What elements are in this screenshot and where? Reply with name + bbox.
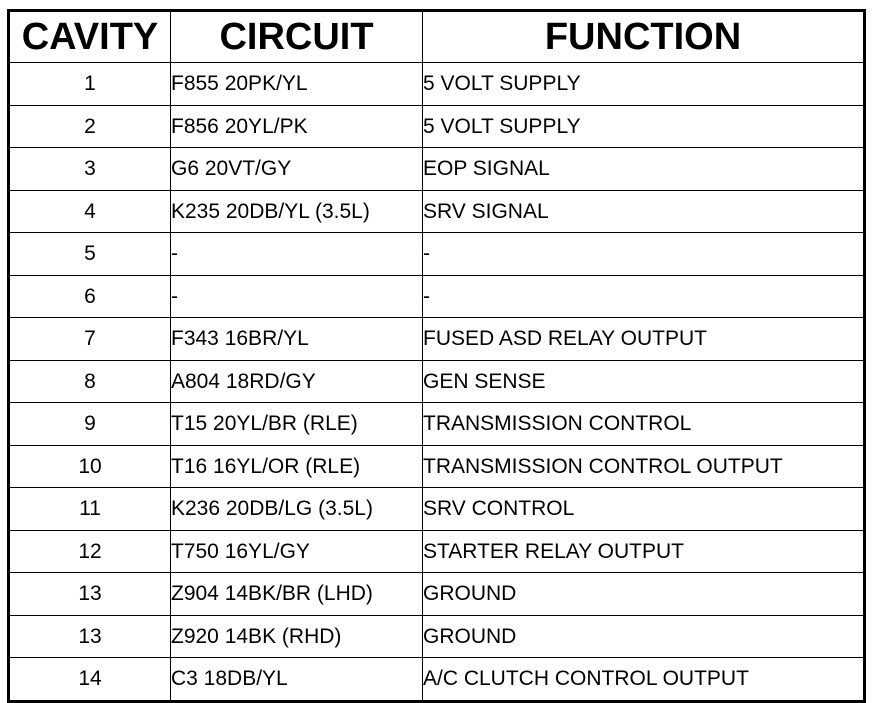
cavity-cell: 1 xyxy=(9,63,171,106)
circuit-cell: F855 20PK/YL xyxy=(171,63,423,106)
cavity-cell: 3 xyxy=(9,148,171,191)
function-cell: GROUND xyxy=(423,573,865,616)
cavity-cell: 2 xyxy=(9,105,171,148)
cavity-column-header: CAVITY xyxy=(9,11,171,63)
cavity-cell: 6 xyxy=(9,275,171,318)
cavity-cell: 13 xyxy=(9,573,171,616)
table-row xyxy=(9,573,865,616)
function-cell: 5 VOLT SUPPLY xyxy=(423,63,865,106)
function-column-header: FUNCTION xyxy=(423,11,865,63)
circuit-column-header: CIRCUIT xyxy=(171,11,423,63)
table-row xyxy=(9,63,865,106)
circuit-cell: Z904 14BK/BR (LHD) xyxy=(171,573,423,616)
function-cell: A/C CLUTCH CONTROL OUTPUT xyxy=(423,658,865,702)
cavity-cell: 11 xyxy=(9,488,171,531)
table-row xyxy=(9,615,865,658)
circuit-cell: - xyxy=(171,275,423,318)
circuit-cell: C3 18DB/YL xyxy=(171,658,423,702)
cavity-cell: 5 xyxy=(9,233,171,276)
function-cell: - xyxy=(423,275,865,318)
circuit-cell: F856 20YL/PK xyxy=(171,105,423,148)
cavity-cell: 8 xyxy=(9,360,171,403)
circuit-cell: A804 18RD/GY xyxy=(171,360,423,403)
table-row xyxy=(9,658,865,702)
table-row xyxy=(9,445,865,488)
cavity-cell: 14 xyxy=(9,658,171,702)
function-cell: GEN SENSE xyxy=(423,360,865,403)
table-row xyxy=(9,530,865,573)
circuit-cell: K236 20DB/LG (3.5L) xyxy=(171,488,423,531)
cavity-cell: 13 xyxy=(9,615,171,658)
cavity-cell: 4 xyxy=(9,190,171,233)
table-row xyxy=(9,275,865,318)
function-cell: FUSED ASD RELAY OUTPUT xyxy=(423,318,865,361)
cavity-cell: 7 xyxy=(9,318,171,361)
function-cell: SRV SIGNAL xyxy=(423,190,865,233)
table-row xyxy=(9,148,865,191)
function-cell: 5 VOLT SUPPLY xyxy=(423,105,865,148)
function-cell: EOP SIGNAL xyxy=(423,148,865,191)
function-cell: STARTER RELAY OUTPUT xyxy=(423,530,865,573)
cavity-cell: 12 xyxy=(9,530,171,573)
header-row xyxy=(9,11,865,63)
table-row xyxy=(9,488,865,531)
circuit-cell: F343 16BR/YL xyxy=(171,318,423,361)
table-row xyxy=(9,360,865,403)
circuit-cell: T15 20YL/BR (RLE) xyxy=(171,403,423,446)
function-cell: GROUND xyxy=(423,615,865,658)
cavity-cell: 9 xyxy=(9,403,171,446)
circuit-cell: K235 20DB/YL (3.5L) xyxy=(171,190,423,233)
circuit-cell: - xyxy=(171,233,423,276)
function-cell: TRANSMISSION CONTROL OUTPUT xyxy=(423,445,865,488)
circuit-cell: G6 20VT/GY xyxy=(171,148,423,191)
function-cell: SRV CONTROL xyxy=(423,488,865,531)
cavity-cell: 10 xyxy=(9,445,171,488)
table-row xyxy=(9,233,865,276)
circuit-cell: T750 16YL/GY xyxy=(171,530,423,573)
table-body xyxy=(9,63,865,702)
table-row xyxy=(9,318,865,361)
function-cell: - xyxy=(423,233,865,276)
table-row xyxy=(9,105,865,148)
function-cell: TRANSMISSION CONTROL xyxy=(423,403,865,446)
table-row xyxy=(9,403,865,446)
circuit-cell: Z920 14BK (RHD) xyxy=(171,615,423,658)
connector-pinout-table xyxy=(7,9,866,703)
table-row xyxy=(9,190,865,233)
circuit-cell: T16 16YL/OR (RLE) xyxy=(171,445,423,488)
